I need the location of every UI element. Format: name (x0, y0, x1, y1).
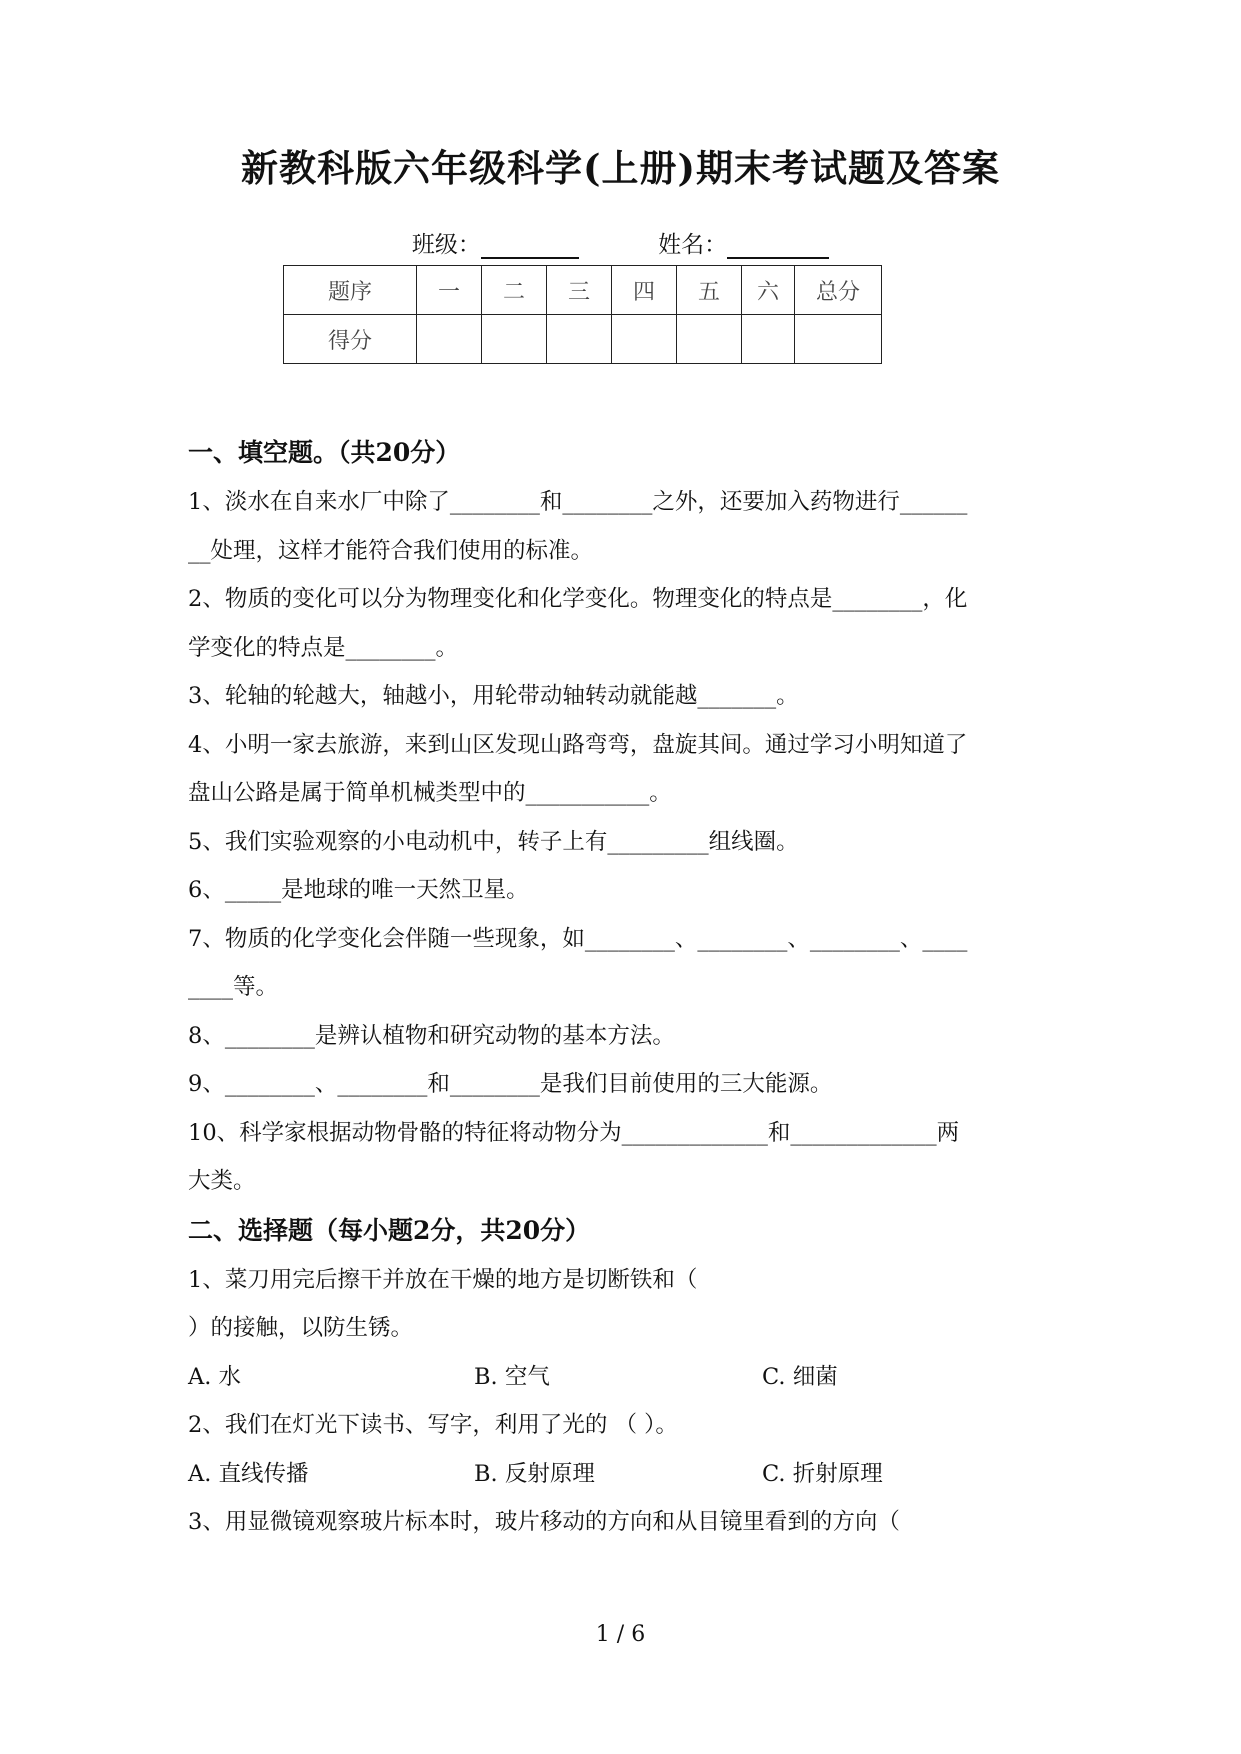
page-number: 1 / 6 (595, 1622, 646, 1647)
question-line: 学变化的特点是________。 (188, 634, 459, 661)
class-label: 班级： (411, 232, 481, 258)
score-header-cell: 总分 (795, 266, 882, 315)
question-line: 盘山公路是属于简单机械类型中的___________。 (188, 780, 672, 806)
question-line: 3、轮轴的轮越大，轴越小，用轮带动轴转动就能越_______。 (188, 683, 799, 709)
question-line: 1、菜刀用完后擦干并放在干燥的地方是切断铁和（ (188, 1266, 698, 1293)
question-line: 9、________、________和________是我们目前使用的三大能源。 (188, 1071, 833, 1097)
option-b[interactable]: B. 空气 (474, 1363, 550, 1390)
option-b[interactable]: B. 反射原理 (474, 1460, 595, 1487)
options-row (188, 1353, 1058, 1402)
question-line: 6、_____是地球的唯一天然卫星。 (188, 877, 529, 903)
question-line: 7、物质的化学变化会伴随一些现象，如________、________、________、____ (188, 925, 968, 952)
score-cell[interactable] (677, 315, 742, 364)
score-cell[interactable] (482, 315, 547, 364)
question-line: 1、淡水在自来水厂中除了________和________之外，还要加入药物进行______ (188, 489, 968, 515)
question-line: 2、物质的变化可以分为物理变化和化学变化。物理变化的特点是________，化 (188, 586, 968, 612)
question-line: 2、我们在灯光下读书、写字，利用了光的 （ ）。 (188, 1412, 678, 1438)
name-blank[interactable] (727, 233, 829, 259)
score-header-cell: 六 (742, 266, 795, 315)
score-header-cell: 四 (612, 266, 677, 315)
question-line: 8、________是辨认植物和研究动物的基本方法。 (188, 1022, 675, 1049)
question-line: 10、科学家根据动物骨骼的特征将动物分为_____________和_____________两 (188, 1119, 960, 1146)
class-blank[interactable] (481, 233, 579, 259)
name-label: 姓名： (658, 232, 728, 258)
question-line: __处理，这样才能符合我们使用的标准。 (188, 537, 594, 564)
question-line: 3、用显微镜观察玻片标本时，玻片移动的方向和从目镜里看到的方向（ (188, 1509, 900, 1535)
score-header-cell: 五 (677, 266, 742, 315)
score-cell[interactable] (417, 315, 482, 364)
score-cell[interactable] (795, 315, 882, 364)
exam-content (188, 428, 1058, 1547)
score-header-cell: 题序 (284, 266, 417, 315)
question-line: ）的接触，以防生锈。 (188, 1315, 414, 1341)
score-header-cell: 三 (547, 266, 612, 315)
score-table (283, 265, 882, 364)
question-line: ____等。 (188, 974, 279, 1000)
name-field (658, 226, 829, 259)
score-table-score-row (284, 315, 882, 364)
options-row (188, 1450, 1058, 1499)
score-cell[interactable] (547, 315, 612, 364)
section-title-choice: 二、选择题（每小题2分，共20分） (188, 1215, 591, 1245)
option-a[interactable]: A. 直线传播 (188, 1460, 309, 1487)
question-line: 大类。 (188, 1168, 256, 1194)
score-cell[interactable] (612, 315, 677, 364)
question-line: 5、我们实验观察的小电动机中，转子上有_________组线圈。 (188, 828, 799, 855)
score-row-label: 得分 (284, 315, 417, 364)
score-header-cell: 二 (482, 266, 547, 315)
option-c[interactable]: C. 折射原理 (762, 1460, 883, 1487)
score-header-cell: 一 (417, 266, 482, 315)
score-cell[interactable] (742, 315, 795, 364)
score-table-header-row (284, 266, 882, 315)
page-title: 新教科版六年级科学(上册)期末考试题及答案 (240, 146, 1000, 190)
section-title-fill-in: 一、填空题。（共20分） (188, 438, 461, 467)
option-a[interactable]: A. 水 (188, 1363, 242, 1390)
class-field (412, 226, 579, 259)
question-line: 4、小明一家去旅游，来到山区发现山路弯弯，盘旋其间。通过学习小明知道了 (188, 731, 968, 758)
option-c[interactable]: C. 细菌 (762, 1363, 838, 1390)
student-info (0, 226, 1241, 259)
